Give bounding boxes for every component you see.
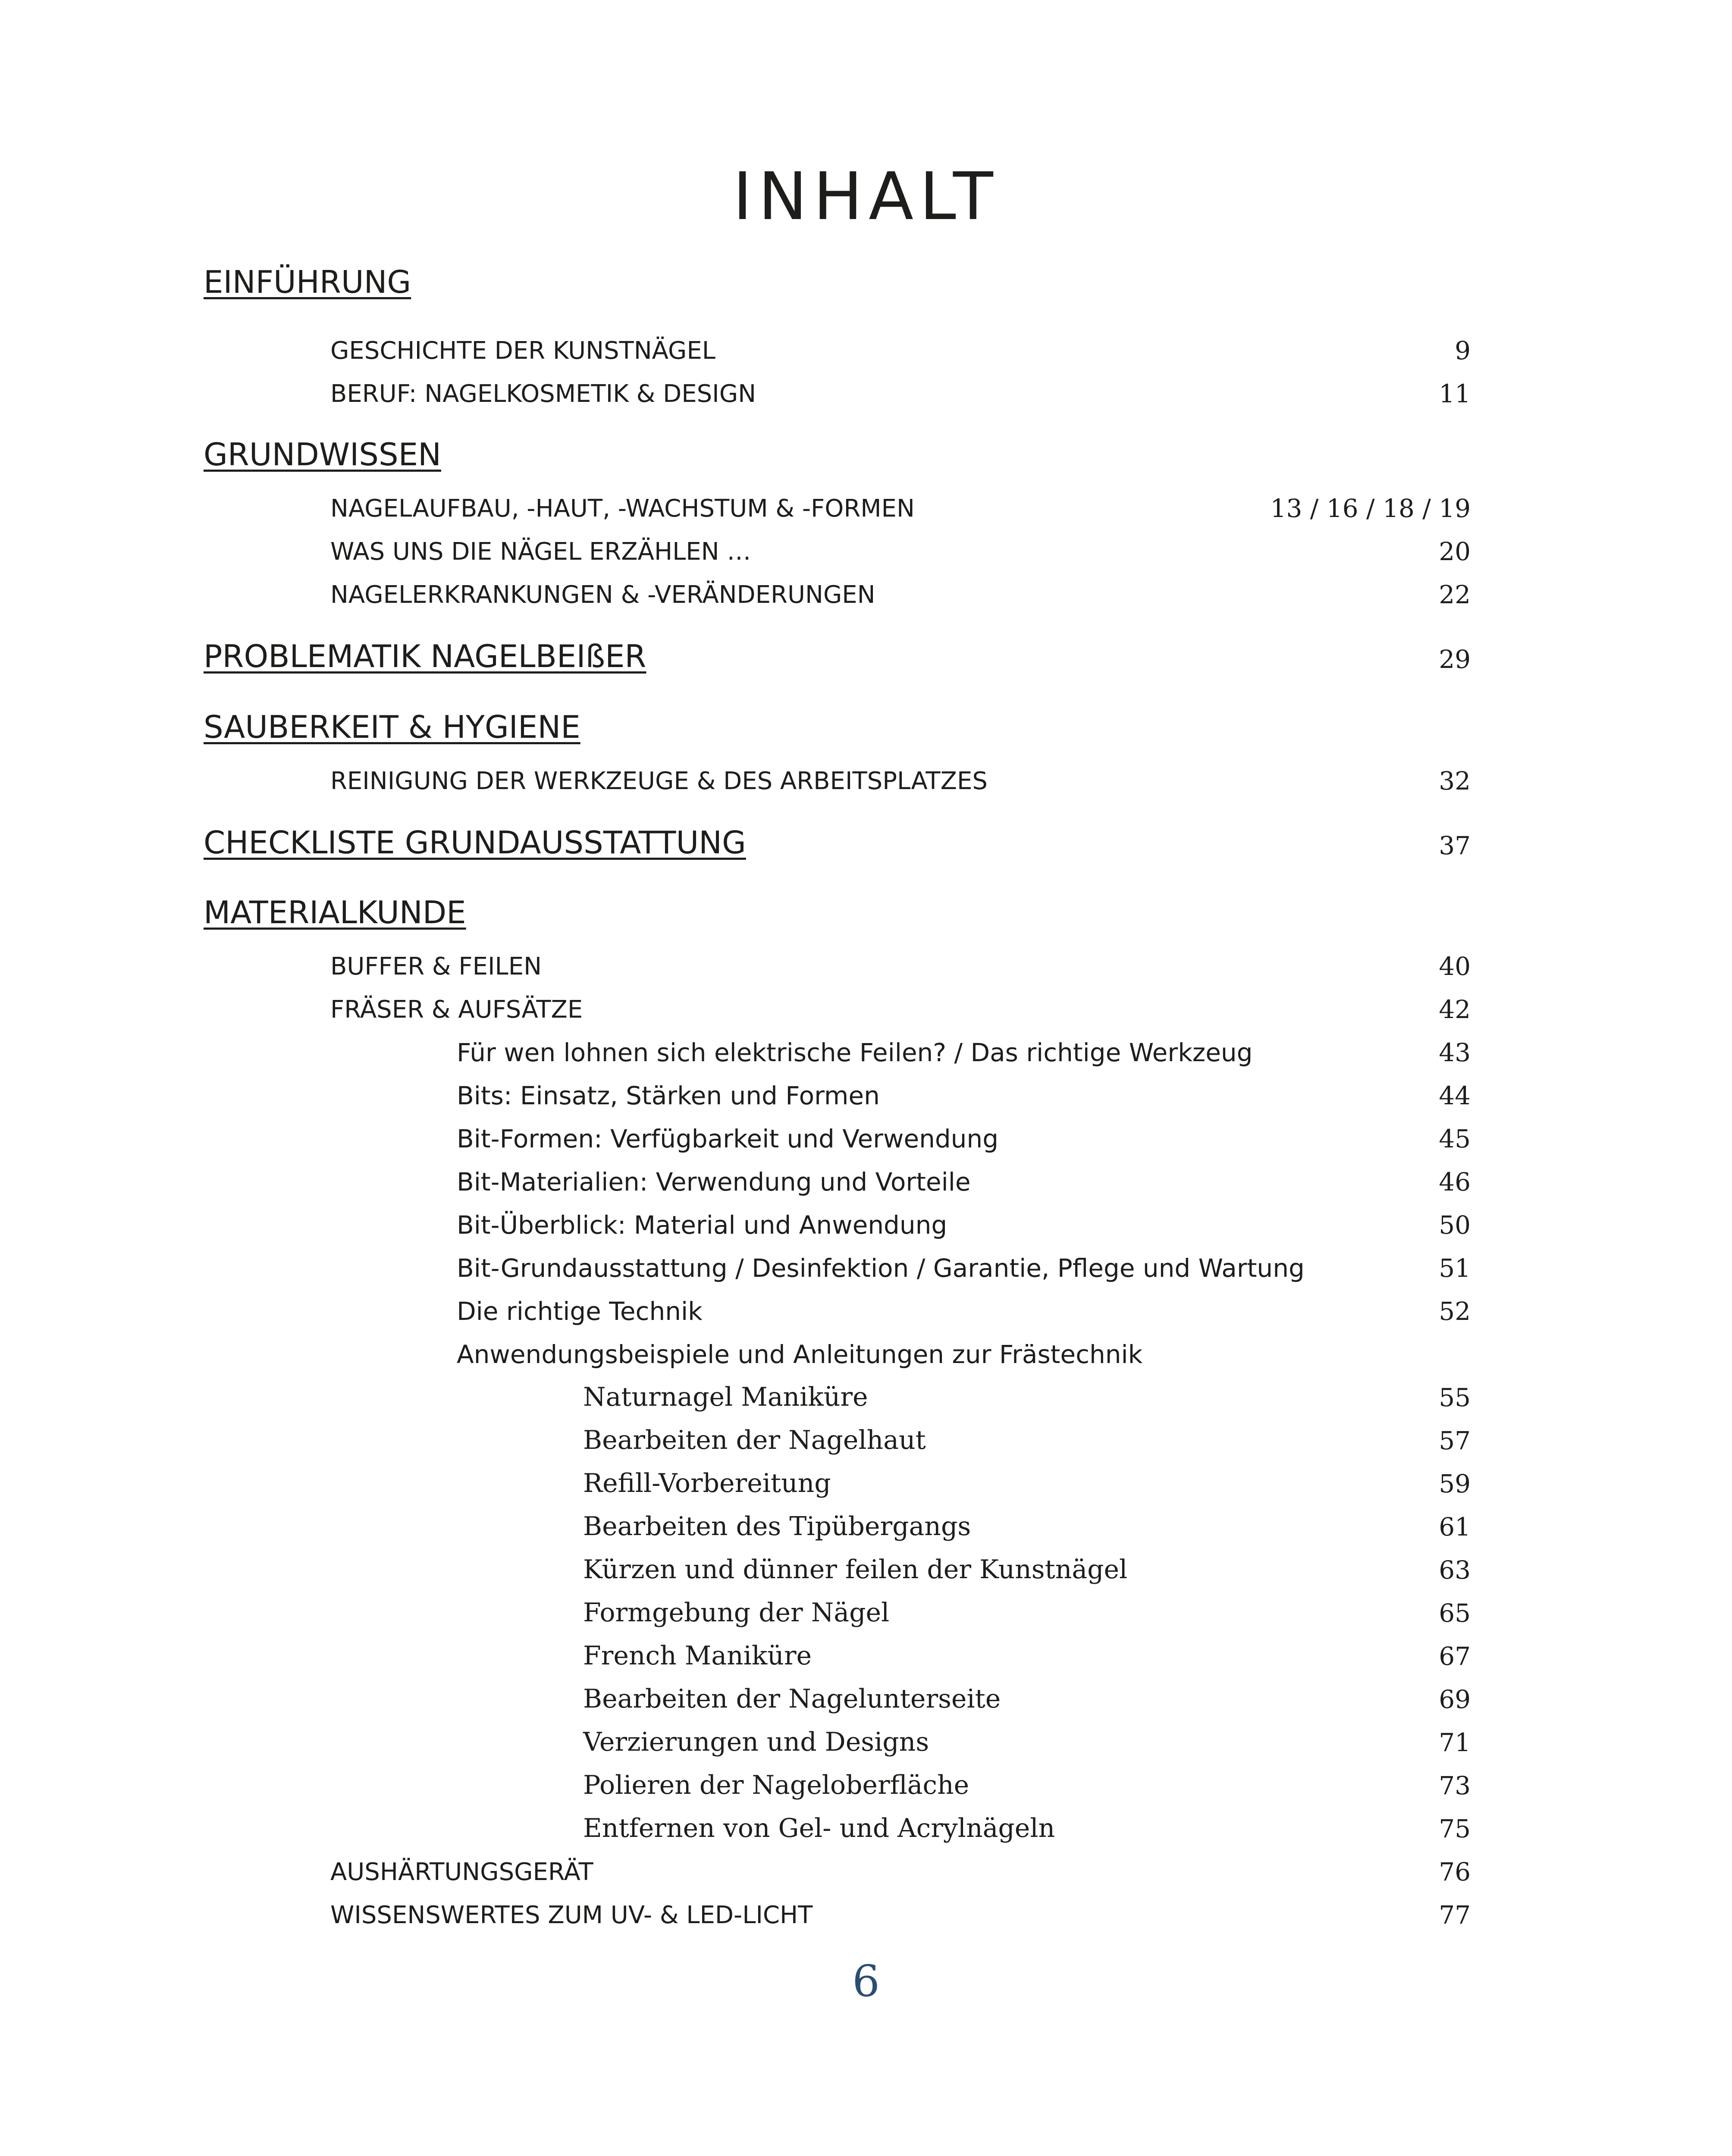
- toc-entry-label: Bearbeiten des Tipübergangs: [583, 1511, 971, 1542]
- toc-entry-label: Naturnagel Maniküre: [583, 1382, 868, 1412]
- toc-entry-label: Anwendungsbeispiele und Anleitungen zur Frästechnik: [457, 1340, 1143, 1369]
- toc-entry-bit-grundausstattung[interactable]: [0, 1242, 1732, 1281]
- toc-page-number: 44: [1439, 1081, 1471, 1110]
- toc-page-number: 52: [1439, 1297, 1471, 1326]
- toc-entry-nagelunterseite[interactable]: [0, 1673, 1732, 1712]
- toc-entry-label: Entfernen von Gel- und Acrylnägeln: [583, 1813, 1055, 1843]
- toc-section-label: SAUBERKEIT & HYGIENE: [204, 709, 580, 745]
- toc-page-number: 51: [1439, 1253, 1471, 1283]
- toc-entry-label: Bit-Materialien: Verwendung und Vorteile: [457, 1167, 971, 1197]
- toc-entry-kuerzen[interactable]: [0, 1544, 1732, 1583]
- toc-section-label: CHECKLISTE GRUNDAUSSTATTUNG: [204, 824, 746, 861]
- toc-entry-label: Bit-Formen: Verfügbarkeit und Verwendung: [457, 1124, 999, 1153]
- toc-entry-label: NAGELERKRANKUNGEN & -VERÄNDERUNGEN: [330, 581, 875, 609]
- toc-page-number: 73: [1439, 1771, 1471, 1800]
- toc-entry-nagelhaut[interactable]: [0, 1414, 1732, 1453]
- toc-page-number: 76: [1439, 1857, 1471, 1887]
- toc-page-number: 11: [1439, 379, 1471, 408]
- toc-section-checkliste[interactable]: [0, 819, 1732, 861]
- toc-entry-nagelerkrankungen[interactable]: [0, 568, 1732, 607]
- toc-entry-naegel-erzaehlen[interactable]: [0, 525, 1732, 564]
- toc-entry-tipuebergang[interactable]: [0, 1501, 1732, 1542]
- toc-page-number: 71: [1439, 1728, 1471, 1757]
- toc-entry-label: Refill-Vorbereitung: [583, 1468, 831, 1498]
- toc-section-materialkunde[interactable]: [0, 889, 1732, 931]
- toc-section-nagelbeisser[interactable]: [0, 633, 1732, 672]
- toc-entry-label: NAGELAUFBAU, -HAUT, -WACHSTUM & -FORMEN: [330, 495, 915, 523]
- toc-entry-beruf[interactable]: [0, 367, 1732, 406]
- toc-entry-label: WISSENSWERTES ZUM UV- & LED-LICHT: [330, 1901, 813, 1929]
- toc-entry-bit-formen[interactable]: [0, 1112, 1732, 1151]
- toc-section-einfuehrung[interactable]: [0, 259, 1732, 298]
- toc-page-number: 46: [1439, 1167, 1471, 1197]
- toc-entry-geschichte[interactable]: [0, 324, 1732, 363]
- toc-entry-label: AUSHÄRTUNGSGERÄT: [330, 1858, 593, 1886]
- toc-entry-verzierungen[interactable]: [0, 1716, 1732, 1755]
- toc-page-number: 67: [1439, 1642, 1471, 1671]
- toc-page-number: 61: [1439, 1512, 1471, 1542]
- toc-entry-label: Bit-Grundausstattung / Desinfektion / Garantie, Pflege und Wartung: [457, 1253, 1305, 1283]
- toc-entry-nagelaufbau[interactable]: [0, 482, 1732, 521]
- toc-entry-uv-led[interactable]: [0, 1889, 1732, 1930]
- toc-entry-bit-ueberblick[interactable]: [0, 1199, 1732, 1238]
- toc-entry-label: BUFFER & FEILEN: [330, 953, 542, 981]
- toc-entry-label: Die richtige Technik: [457, 1297, 703, 1326]
- toc-entry-label: Bits: Einsatz, Stärken und Formen: [457, 1081, 880, 1110]
- toc-entry-polieren[interactable]: [0, 1759, 1732, 1798]
- toc-entry-label: Verzierungen und Designs: [583, 1727, 929, 1757]
- toc-entry-entfernen[interactable]: [0, 1802, 1732, 1841]
- toc-page-number: 29: [1439, 645, 1471, 674]
- toc-entry-label: Bit-Überblick: Material und Anwendung: [457, 1210, 948, 1240]
- toc-page-number: 50: [1439, 1210, 1471, 1240]
- toc-entry-bit-materialien[interactable]: [0, 1156, 1732, 1197]
- toc-entry-refill[interactable]: [0, 1457, 1732, 1496]
- toc-entry-label: Bearbeiten der Nagelunterseite: [583, 1684, 1001, 1714]
- toc-page-number: 40: [1439, 952, 1471, 981]
- toc-entry-technik[interactable]: [0, 1285, 1732, 1324]
- toc-entry-reinigung[interactable]: [0, 755, 1732, 796]
- toc-section-label: GRUNDWISSEN: [204, 436, 442, 473]
- toc-page-number: 65: [1439, 1598, 1471, 1628]
- toc-entry-label: FRÄSER & AUFSÄTZE: [330, 996, 583, 1024]
- toc-page-number: 43: [1439, 1038, 1471, 1067]
- toc-section-label: EINFÜHRUNG: [204, 264, 411, 300]
- toc-section-grundwissen[interactable]: [0, 431, 1732, 473]
- toc-page-number: 59: [1439, 1469, 1471, 1498]
- toc-entry-anwendungsbeispiele[interactable]: [0, 1328, 1732, 1367]
- toc-page-number: 22: [1439, 580, 1471, 609]
- toc-page-number: 77: [1439, 1900, 1471, 1930]
- toc-entry-label: Bearbeiten der Nagelhaut: [583, 1425, 926, 1455]
- toc-entry-label: Kürzen und dünner feilen der Kunstnägel: [583, 1554, 1128, 1585]
- toc-page-number: 55: [1439, 1383, 1471, 1412]
- toc-page-number: 9: [1455, 336, 1471, 365]
- toc-section-label: PROBLEMATIK NAGELBEIßER: [204, 638, 646, 674]
- toc-section-sauberkeit[interactable]: [0, 704, 1732, 743]
- toc-entry-fraeser[interactable]: [0, 983, 1732, 1022]
- toc-entry-label: REINIGUNG DER WERKZEUGE & DES ARBEITSPLATZES: [330, 767, 988, 795]
- toc-entry-elektrische-feilen[interactable]: [0, 1026, 1732, 1065]
- toc-entry-label: GESCHICHTE DER KUNSTNÄGEL: [330, 337, 715, 365]
- toc-entry-formgebung[interactable]: [0, 1587, 1732, 1626]
- toc-page-number: 69: [1439, 1685, 1471, 1714]
- toc-section-label: MATERIALKUNDE: [204, 894, 466, 931]
- toc-page-number: 20: [1439, 537, 1471, 566]
- toc-page-number: 45: [1439, 1124, 1471, 1153]
- page-title: INHALT: [733, 158, 999, 235]
- toc-entry-bits-einsatz[interactable]: [0, 1069, 1732, 1108]
- toc-entry-aushaertung[interactable]: [0, 1846, 1732, 1887]
- toc-entry-label: WAS UNS DIE NÄGEL ERZÄHLEN …: [330, 538, 751, 566]
- page-number: 6: [852, 1956, 880, 2006]
- toc-page-number: 32: [1439, 766, 1471, 796]
- toc-page-number: 42: [1439, 995, 1471, 1024]
- toc-entry-french[interactable]: [0, 1630, 1732, 1669]
- toc-entry-label: Für wen lohnen sich elektrische Feilen? / Das richtige Werkzeug: [457, 1038, 1253, 1067]
- toc-page-number: 63: [1439, 1555, 1471, 1585]
- toc-page-number: 13 / 16 / 18 / 19: [1270, 494, 1471, 523]
- toc-entry-label: BERUF: NAGELKOSMETIK & DESIGN: [330, 380, 756, 408]
- toc-page-number: 37: [1439, 831, 1471, 860]
- toc-entry-buffer[interactable]: [0, 940, 1732, 979]
- toc-entry-label: Polieren der Nageloberfläche: [583, 1770, 970, 1800]
- toc-page-number: 57: [1439, 1426, 1471, 1455]
- toc-entry-label: French Maniküre: [583, 1641, 812, 1671]
- toc-page-number: 75: [1439, 1814, 1471, 1843]
- toc-entry-label: Formgebung der Nägel: [583, 1598, 890, 1628]
- toc-entry-manikuere[interactable]: [0, 1371, 1732, 1410]
